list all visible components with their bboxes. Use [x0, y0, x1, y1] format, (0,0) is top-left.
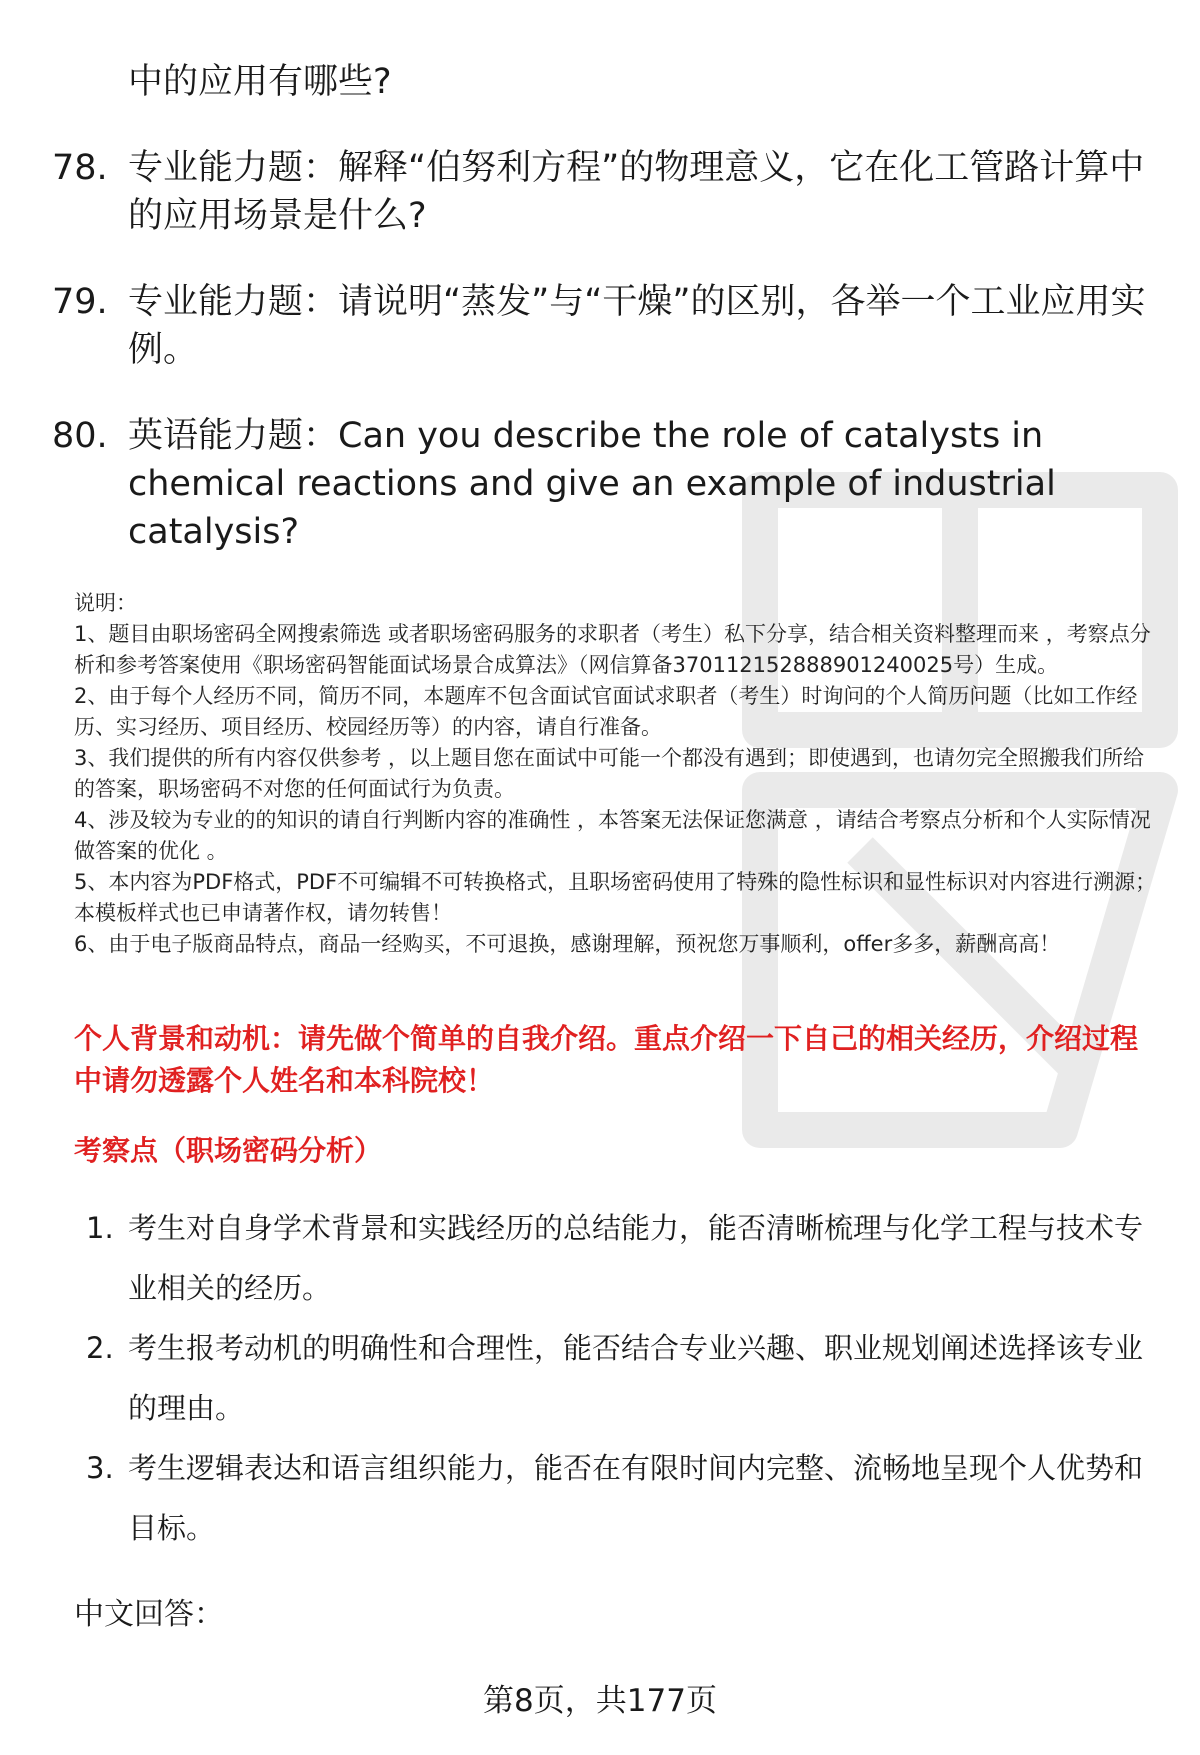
question-item	[52, 412, 1152, 556]
question-number: 80.	[52, 416, 108, 456]
note-item: 5、本内容为PDF格式，PDF不可编辑不可转换格式，且职场密码使用了特殊的隐性标识和显性标识对内容进行溯源；本模板样式也已申请著作权，请勿转售！	[74, 870, 1157, 925]
assessment-point	[86, 1438, 1166, 1558]
assessment-points	[86, 1198, 1166, 1558]
question-item	[52, 278, 1152, 374]
point-number: 1.	[86, 1211, 114, 1245]
section-subheading: 考察点（职场密码分析）	[74, 1134, 383, 1167]
question-list	[52, 58, 1152, 594]
page-footer: 第8页，共177页	[483, 1683, 717, 1719]
assessment-point	[86, 1318, 1166, 1438]
note-item: 6、由于电子版商品特点，商品一经购买，不可退换，感谢理解，预祝您万事顺利，offer多多，薪酬高高！	[74, 932, 1061, 956]
point-number: 3.	[86, 1451, 114, 1485]
note-item: 4、涉及较为专业的的知识的请自行判断内容的准确性 ，本答案无法保证您满意 ，请结合考察点分析和个人实际情况做答案的优化 。	[74, 808, 1151, 863]
question-number: 79.	[52, 282, 108, 322]
question-number: 78.	[52, 148, 108, 188]
note-item: 1、题目由职场密码全网搜索筛选 或者职场密码服务的求职者（考生）私下分享，结合相关资料整理而来 ，考察点分析和参考答案使用《职场密码智能面试场景合成算法》（网信算备370112152888901240025号）生成。	[74, 622, 1151, 677]
note-item: 3、我们提供的所有内容仅供参考 ，以上题目您在面试中可能一个都没有遇到；即使遇到，也请勿完全照搬我们所给的答案，职场密码不对您的任何面试行为负责。	[74, 746, 1145, 801]
point-number: 2.	[86, 1331, 114, 1365]
section-heading: 个人背景和动机：请先做个简单的自我介绍。重点介绍一下自己的相关经历，介绍过程中请勿透露个人姓名和本科院校！	[74, 1022, 1139, 1097]
point-text: 考生逻辑表达和语言组织能力，能否在有限时间内完整、流畅地呈现个人优势和目标。	[128, 1451, 1144, 1545]
note-item: 2、由于每个人经历不同，简历不同，本题库不包含面试官面试求职者（考生）时询问的个人简历问题（比如工作经历、实习经历、项目经历、校园经历等）的内容，请自行准备。	[74, 684, 1138, 739]
question-text: 专业能力题：请说明“蒸发”与“干燥”的区别，各举一个工业应用实例。	[128, 282, 1146, 370]
question-text: 英语能力题：Can you describe the role of catalysts in chemical reactions and give an example of industrial catalysis?	[128, 416, 1056, 552]
question-continuation: 中的应用有哪些?	[128, 62, 392, 102]
point-text: 考生报考动机的明确性和合理性，能否结合专业兴趣、职业规划阐述选择该专业的理由。	[128, 1331, 1144, 1425]
point-text: 考生对自身学术背景和实践经历的总结能力，能否清晰梳理与化学工程与技术专业相关的经历。	[128, 1211, 1144, 1305]
question-text: 专业能力题：解释“伯努利方程”的物理意义，它在化工管路计算中的应用场景是什么?	[128, 148, 1145, 236]
question-item	[52, 144, 1152, 240]
notes-block	[74, 588, 1160, 960]
answer-label: 中文回答：	[74, 1597, 224, 1632]
notes-title: 说明：	[74, 591, 137, 615]
assessment-point	[86, 1198, 1166, 1318]
